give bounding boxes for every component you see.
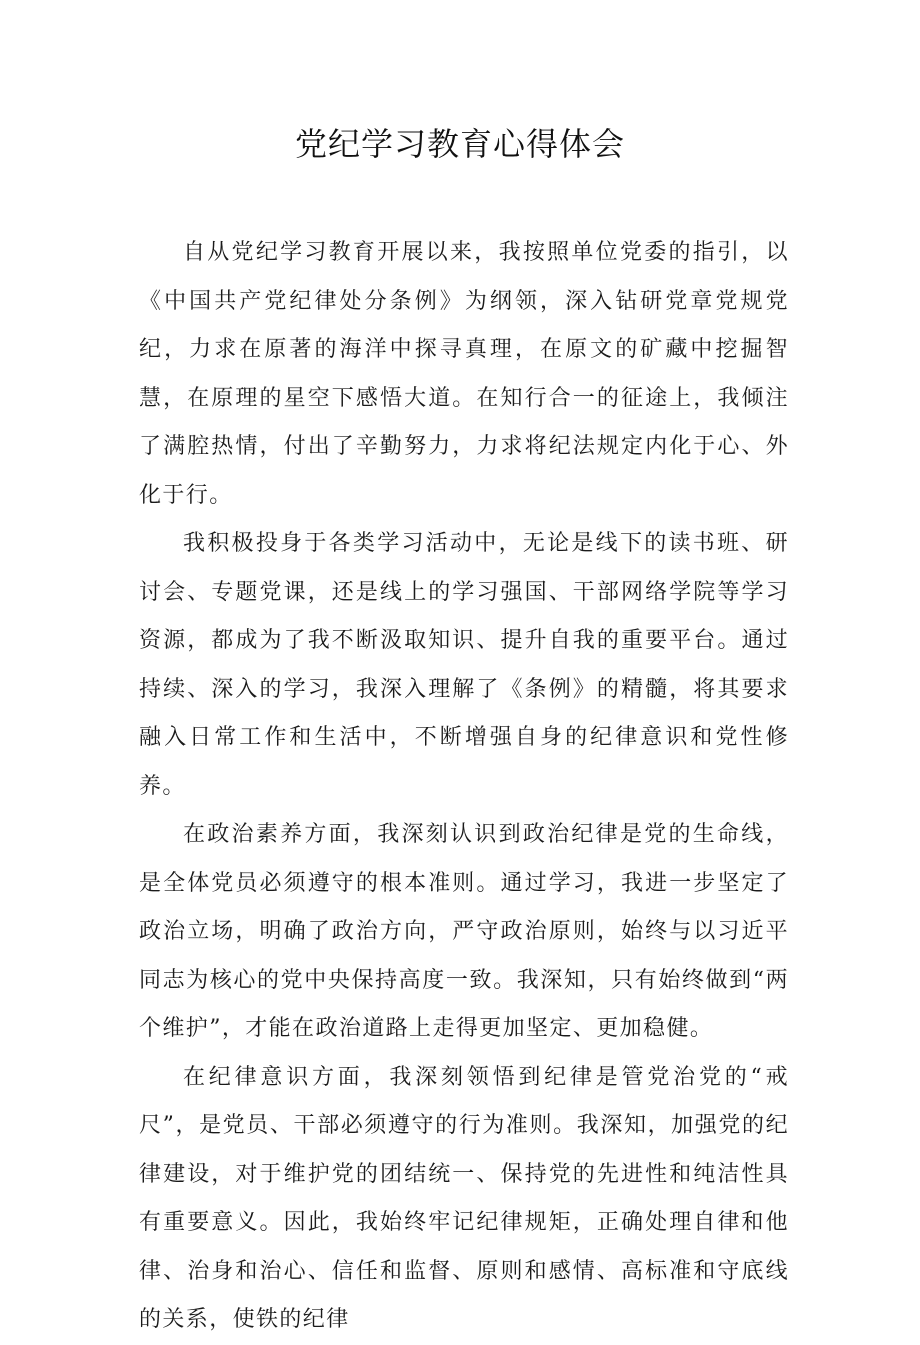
document-title: 党纪学习教育心得体会 <box>294 125 625 163</box>
paragraph: 在政治素养方面，我深刻认识到政治纪律是党的生命线，是全体党员必须遵守的根本准则。通过学习，我进一步坚定了政治立场，明确了政治方向，严守政治原则，始终与以习近平同志为核心的党中央保持高度一致。我深知，只有始终做到“两个维护”，才能在政治道路上走得更加坚定、更加稳健。 <box>139 822 789 1041</box>
paragraph: 我积极投身于各类学习活动中，无论是线下的读书班、研讨会、专题党课，还是线上的学习强国、干部网络学院等学习资源，都成为了我不断汲取知识、提升自我的重要平台。通过持续、深入的学习，我深入理解了《条例》的精髓，将其要求融入日常工作和生活中，不断增强自身的纪律意识和党性修养。 <box>139 531 789 799</box>
paragraph: 自从党纪学习教育开展以来，我按照单位党委的指引，以《中国共产党纪律处分条例》为纲领，深入钻研党章党规党纪，力求在原著的海洋中探寻真理，在原文的矿藏中挖掘智慧，在原理的星空下感悟大道。在知行合一的征途上，我倾注了满腔热情，付出了辛勤努力，力求将纪法规定内化于心、外化于行。 <box>139 240 789 508</box>
paragraph: 在纪律意识方面，我深刻领悟到纪律是管党治党的“戒尺”，是党员、干部必须遵守的行为准则。我深知，加强党的纪律建设，对于维护党的团结统一、保持党的先进性和纯洁性具有重要意义。因此，我始终牢记纪律规矩，正确处理自律和他律、治身和治心、信任和监督、原则和感情、高标准和守底线的关系，使铁的纪律 <box>139 1064 789 1332</box>
document-body <box>139 229 789 1345</box>
